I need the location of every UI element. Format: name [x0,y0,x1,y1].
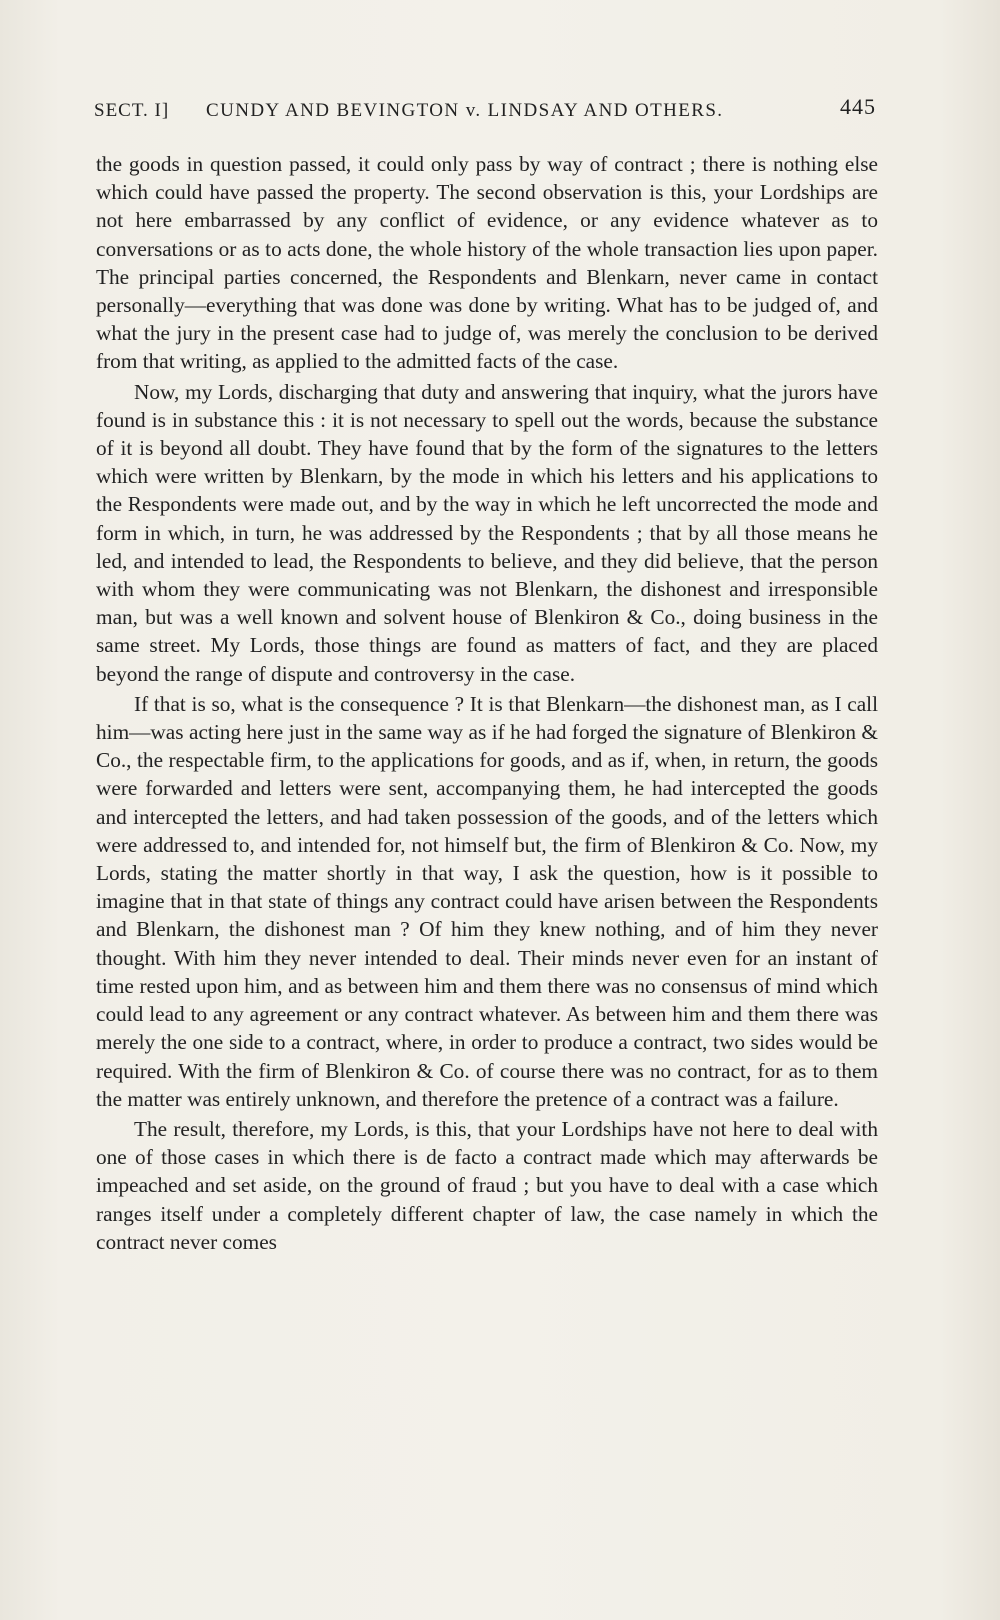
paragraph-3: If that is so, what is the consequence ? It is that Blenkarn—the dishonest man, as I call him—was acting here just in the same way as if he had forged the signature of Blenkiron & Co., the respectable firm, to the applications for goods, and as if, when, in return, the goods were forwarded and letters were sent, accompanying them, he had intercepted the goods and intercepted the letters, and had taken possession of the goods, and of the letters which were addressed to, and intended for, not himself but, the firm of Blenkiron & Co. Now, my Lords, stating the matter shortly in that way, I ask the question, how is it possible to imagine that in that state of things any contract could have arisen between the Respondents and Blenkarn, the dishonest man ? Of him they knew nothing, and of him they never thought. With him they never intended to deal. Their minds never even for an instant of time rested upon him, and as between him and them there was no consensus of mind which could lead to any agreement or any contract whatever. As between him and them there was merely the one side to a contract, where, in order to produce a contract, two sides would be required. With the firm of Blenkiron & Co. of course there was no contract, for as to them the matter was entirely unknown, and therefore the pretence of a contract was a failure. [96,691,878,1111]
page-number: 445 [840,94,876,119]
running-header [94,94,876,124]
case-title: CUNDY AND BEVINGTON v. LINDSAY AND OTHERS. [206,100,724,121]
body-text [96,150,878,1256]
paragraph-1: the goods in question passed, it could only pass by way of contract ; there is nothing else which could have passed the property. The second observation is this, your Lordships are not here embarrassed by any conflict of evidence, or any evidence whatever as to conversations or as to acts done, the whole history of the whole transaction lies upon paper. The principal parties concerned, the Respondents and Blenkarn, never came in contact personally—everything that was done was done by writing. What has to be judged of, and what the jury in the present case had to judge of, was merely the conclusion to be derived from that writing, as applied to the admitted facts of the case. [96,152,878,374]
section-label: SECT. I] [94,100,170,121]
paragraph-4: The result, therefore, my Lords, is this, that your Lordships have not here to deal with one of those cases in which there is de facto a contract made which may afterwards be impeached and set aside, on the ground of fraud ; but you have to deal with a case which ranges itself under a completely different chapter of law, the case namely in which the contract never comes [96,1116,878,1254]
paragraph-2: Now, my Lords, discharging that duty and answering that inquiry, what the jurors have found is in substance this : it is not necessary to spell out the words, because the substance of it is beyond all doubt. They have found that by the form of the signatures to the letters which were written by Blenkarn, by the mode in which his letters and his applications to the Respondents were made out, and by the way in which he left uncorrected the mode and form in which, in turn, he was addressed by the Respondents ; that by all those means he led, and intended to lead, the Respondents to believe, and they did believe, that the person with whom they were communicating was not Blenkarn, the dishonest and irresponsible man, but was a well known and solvent house of Blenkiron & Co., doing business in the same street. My Lords, those things are found as matters of fact, and they are placed beyond the range of dispute and controversy in the case. [96,379,878,686]
